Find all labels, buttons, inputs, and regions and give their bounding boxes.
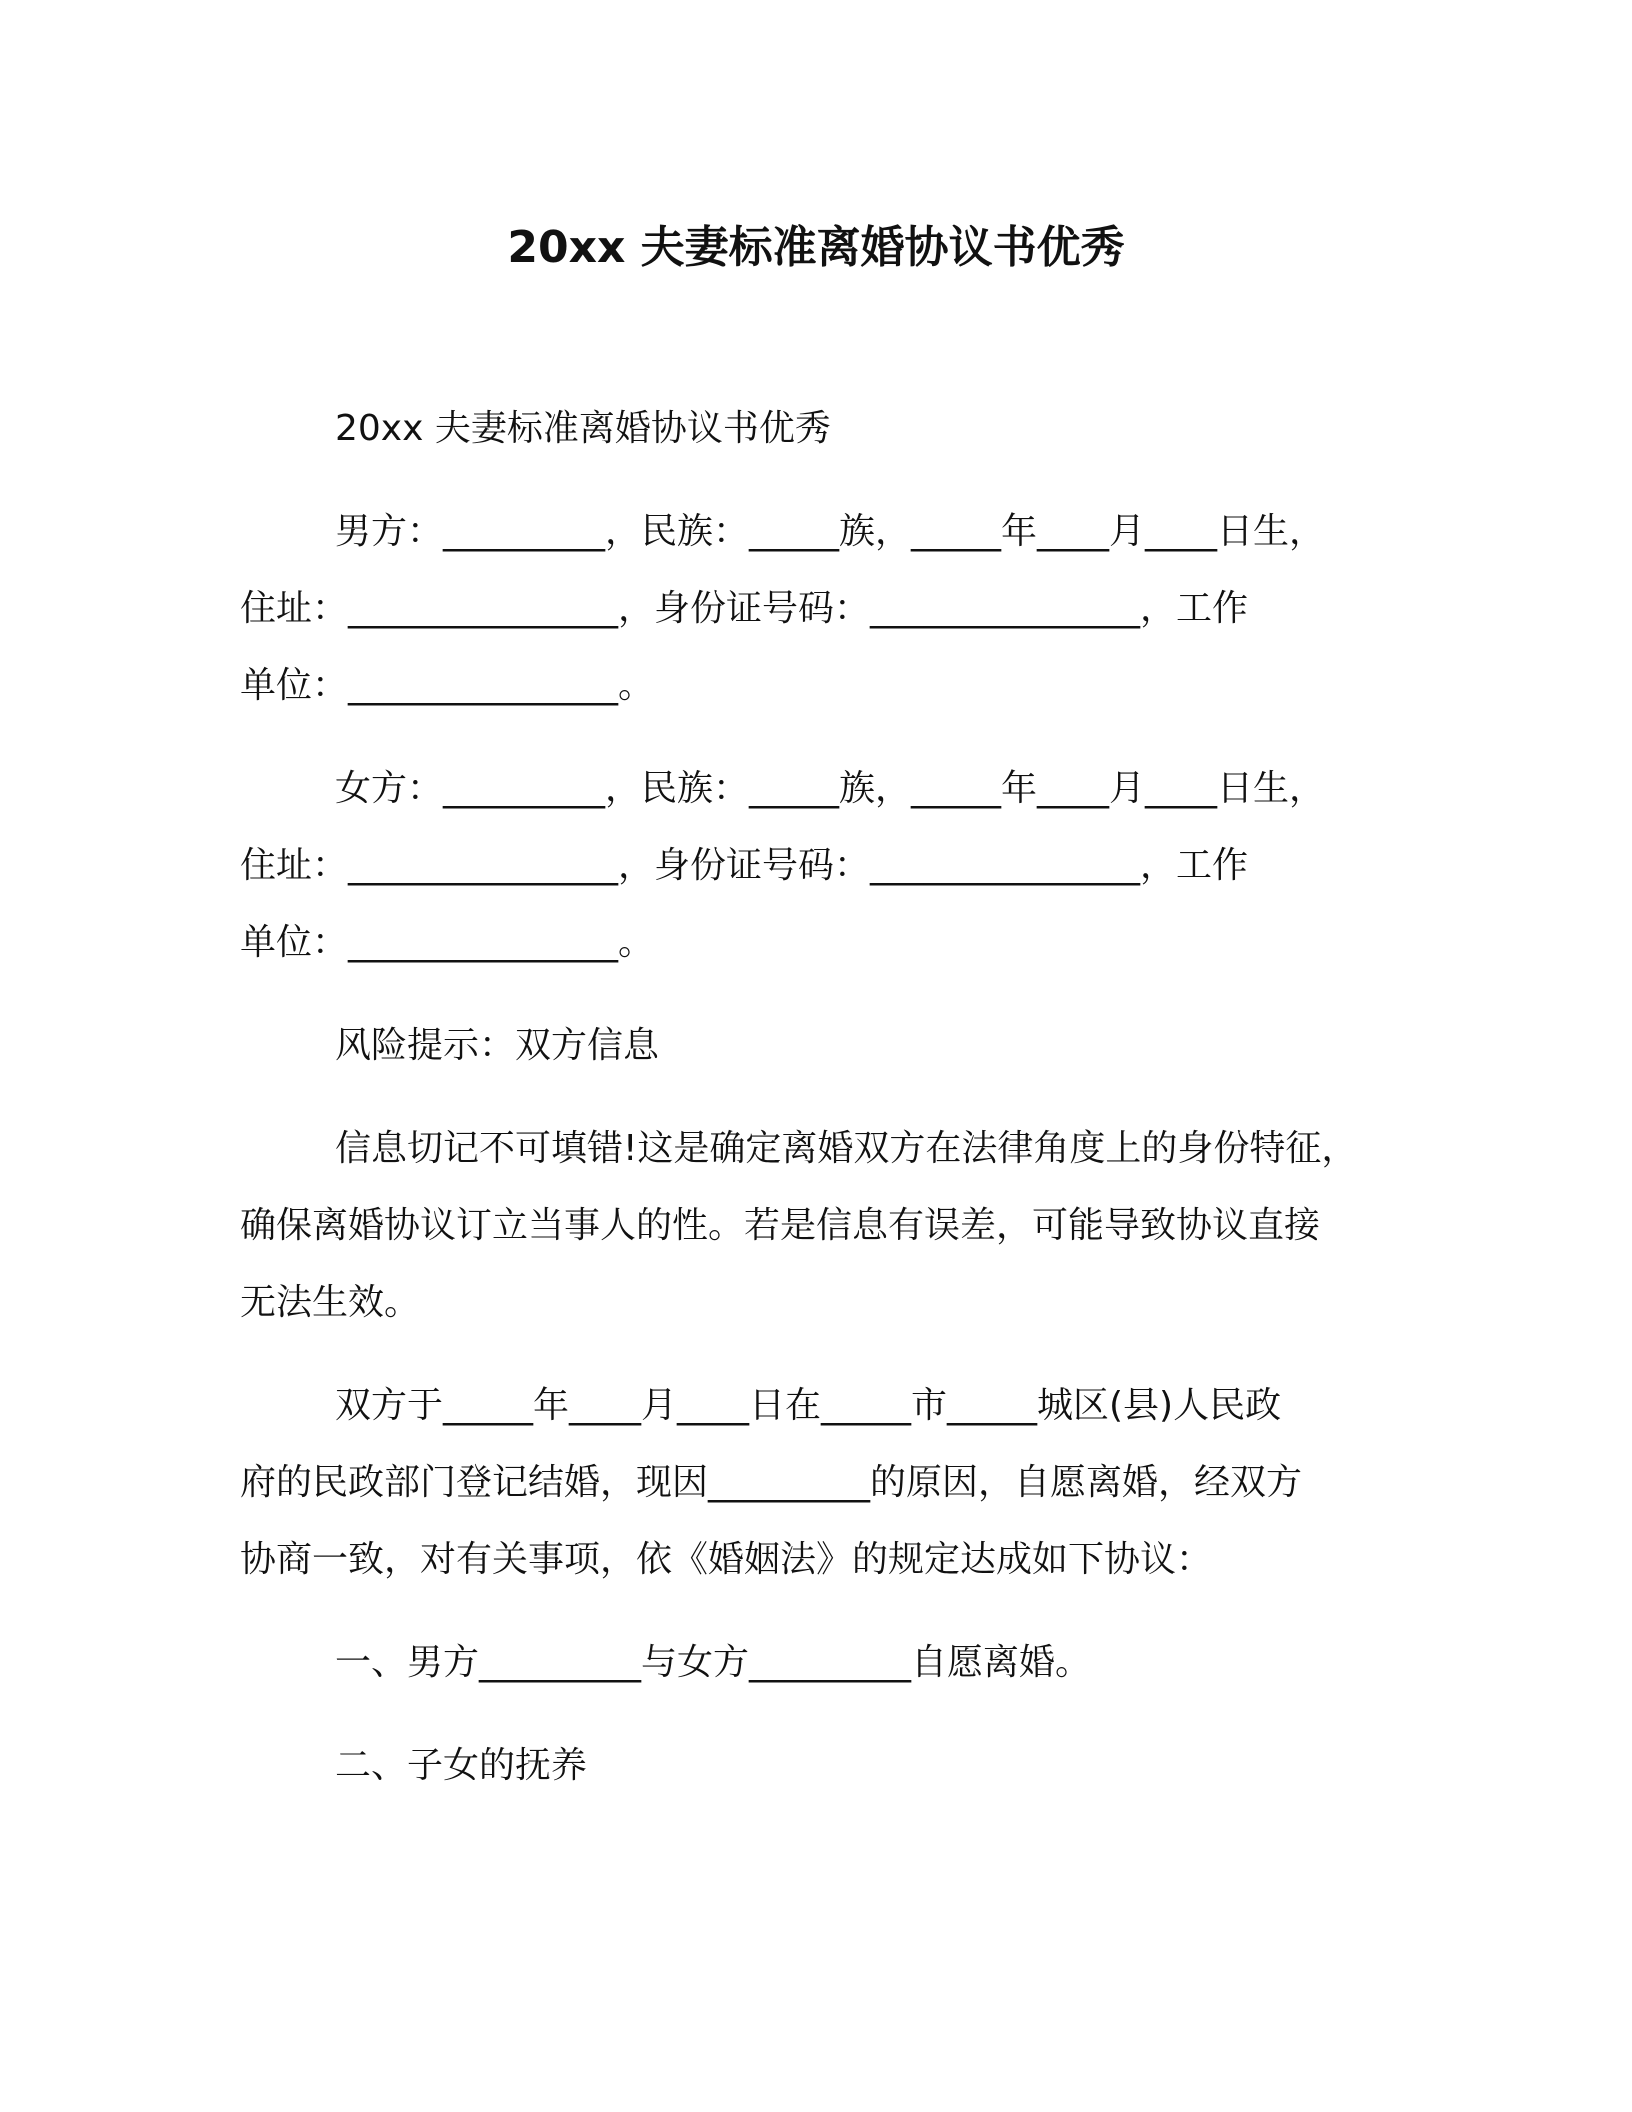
woman-info-line-1: 女方：_________，民族：_____族，_____年____月____日生， xyxy=(335,768,1326,809)
info-warning-line-1: 信息切记不可填错!这是确定离婚双方在法律角度上的身份特征， xyxy=(335,1128,1358,1169)
risk-notice-text: 风险提示：双方信息 xyxy=(335,1025,660,1066)
woman-info-paragraph xyxy=(240,750,1400,981)
woman-info-line-3: 单位：_______________。 xyxy=(240,922,655,963)
man-info-paragraph xyxy=(240,493,1400,724)
clause-one-text: 一、男方_________与女方_________自愿离婚。 xyxy=(335,1642,1092,1683)
subtitle-text: 20xx 夫妻标准离婚协议书优秀 xyxy=(335,408,831,449)
man-info-line-1: 男方：_________，民族：_____族，_____年____月____日生， xyxy=(335,511,1326,552)
marriage-line-2: 府的民政部门登记结婚，现因_________的原因，自愿离婚，经双方 xyxy=(240,1462,1303,1503)
subtitle-paragraph xyxy=(240,390,1400,467)
man-info-line-2: 住址：_______________，身份证号码：_______________，工作 xyxy=(240,588,1249,629)
document-title: 20xx 夫妻标准离婚协议书优秀 xyxy=(507,222,1125,273)
info-warning-line-3: 无法生效。 xyxy=(240,1282,421,1323)
risk-notice-paragraph xyxy=(240,1007,1400,1084)
clause-two-paragraph xyxy=(240,1727,1400,1804)
clause-one-paragraph xyxy=(240,1624,1400,1701)
marriage-line-1: 双方于_____年____月____日在_____市_____城区(县)人民政 xyxy=(335,1385,1282,1426)
clause-two-text: 二、子女的抚养 xyxy=(335,1745,588,1786)
info-warning-line-2: 确保离婚协议订立当事人的性。若是信息有误差，可能导致协议直接 xyxy=(240,1205,1321,1246)
marriage-line-3: 协商一致，对有关事项，依《婚姻法》的规定达成如下协议： xyxy=(240,1539,1213,1580)
woman-info-line-2: 住址：_______________，身份证号码：_______________，工作 xyxy=(240,845,1249,886)
man-info-line-3: 单位：_______________。 xyxy=(240,665,655,706)
marriage-paragraph xyxy=(240,1367,1400,1598)
document-body xyxy=(240,390,1400,1804)
info-warning-paragraph xyxy=(240,1110,1400,1341)
